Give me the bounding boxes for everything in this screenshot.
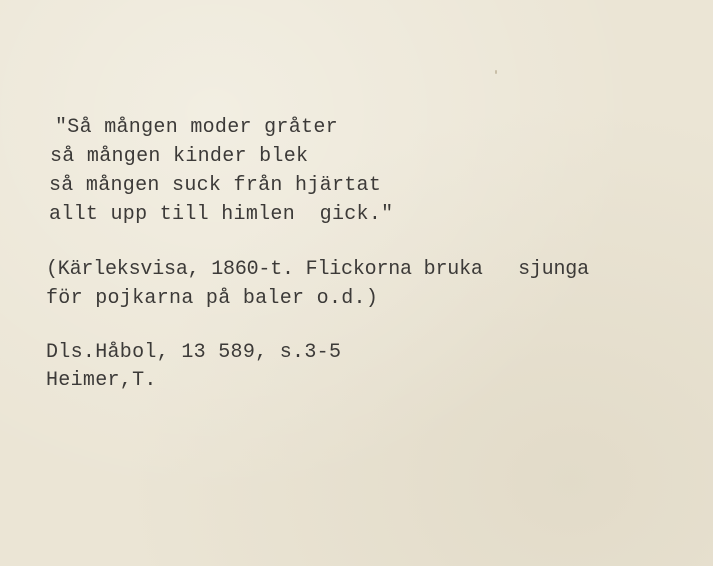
verse-line: allt upp till himlen gick.": [49, 203, 394, 226]
verse-line: så mången kinder blek: [50, 145, 309, 168]
verse-line: "Så mången moder gråter: [55, 116, 338, 139]
verse-line: så mången suck från hjärtat: [49, 174, 382, 197]
source-reference: Dls.Håbol, 13 589, s.3-5: [46, 341, 342, 364]
paper-speck: [495, 70, 497, 74]
note-line: för pojkarna på baler o.d.): [46, 287, 379, 310]
note-line: (Kärleksvisa, 1860-t. Flickorna bruka sjunga: [46, 258, 589, 281]
collector-name: Heimer,T.: [46, 369, 157, 392]
